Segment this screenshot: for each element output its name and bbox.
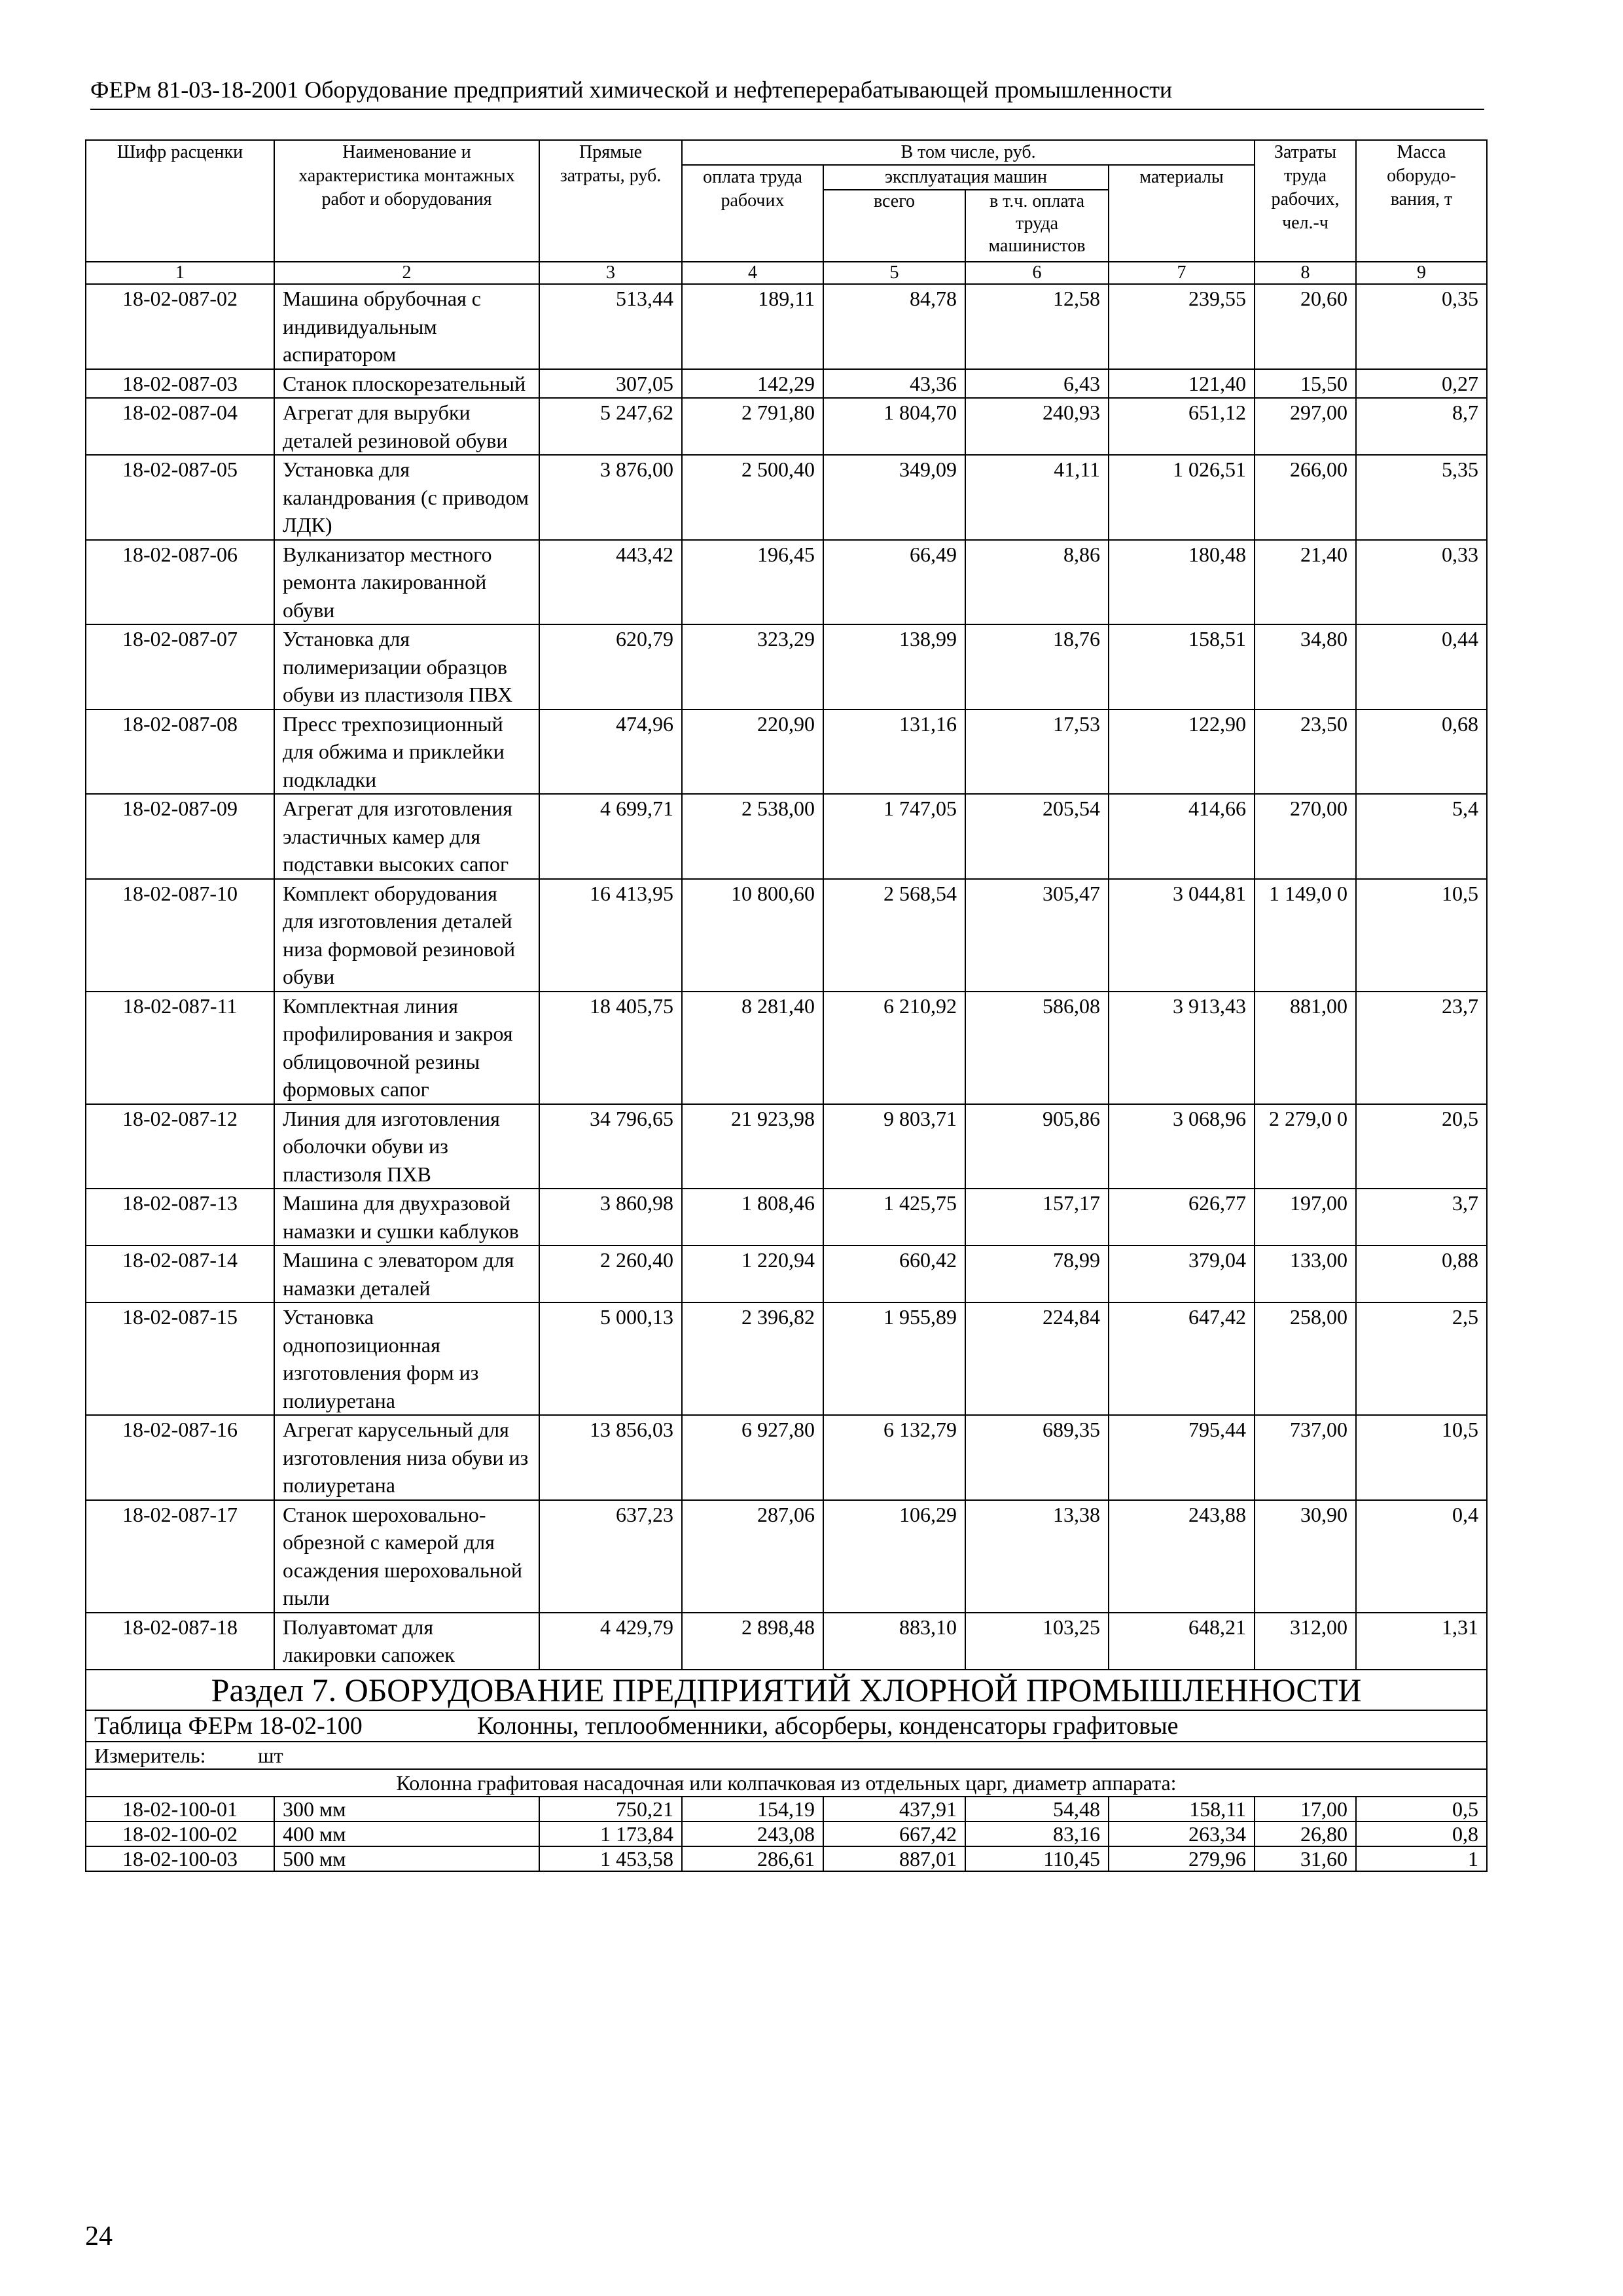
- cell-mass: 1,31: [1356, 1613, 1487, 1670]
- cell-code: 18-02-087-13: [86, 1189, 274, 1246]
- cell-labor: 1 808,46: [682, 1189, 823, 1246]
- cell-labor: 287,06: [682, 1500, 823, 1613]
- cell-mass: 8,7: [1356, 398, 1487, 455]
- cell-labor: 2 396,82: [682, 1302, 823, 1415]
- cell-name: Комплект оборудования для изготовления деталей низа формовой резиновой обуви: [274, 879, 539, 992]
- cell-name: Машина для двухразовой намазки и сушки каблуков: [274, 1189, 539, 1246]
- cell-name: Агрегат для вырубки деталей резиновой обуви: [274, 398, 539, 455]
- cell-mach-total: 1 747,05: [823, 794, 965, 879]
- cell-mach-labor: 157,17: [965, 1189, 1109, 1246]
- cell-mach-total: 6 210,92: [823, 992, 965, 1104]
- cell-direct: 4 699,71: [539, 794, 682, 879]
- cell-code: 18-02-087-10: [86, 879, 274, 992]
- cell-hours: 270,00: [1255, 794, 1356, 879]
- cell-mass: 0,5: [1356, 1797, 1487, 1821]
- col-number: 5: [823, 262, 965, 284]
- cell-name: Агрегат для изготовления эластичных камер для подставки высоких сапог: [274, 794, 539, 879]
- cell-mass: 0,4: [1356, 1500, 1487, 1613]
- cell-mach-total: 437,91: [823, 1797, 965, 1821]
- cell-labor: 10 800,60: [682, 879, 823, 992]
- cell-code: 18-02-087-06: [86, 540, 274, 625]
- cell-mach-labor: 18,76: [965, 624, 1109, 709]
- cell-labor: 2 500,40: [682, 455, 823, 540]
- cell-mach-total: 883,10: [823, 1613, 965, 1670]
- table-row: [86, 540, 1487, 625]
- table-row: [86, 284, 1487, 369]
- cell-mach-labor: 6,43: [965, 369, 1109, 399]
- cell-materials: 158,51: [1109, 624, 1255, 709]
- table-row: [86, 1613, 1487, 1670]
- page-number: 24: [85, 2221, 113, 2251]
- col-name-header: Наименование и характеристика монтажных работ и оборудования: [274, 140, 539, 262]
- cell-name: Пресс трехпозиционный для обжима и приклейки подкладки: [274, 709, 539, 795]
- cell-labor: 243,08: [682, 1821, 823, 1846]
- cell-mass: 10,5: [1356, 1415, 1487, 1500]
- col-mass-header: Масса оборудо-вания, т: [1356, 140, 1487, 262]
- cell-materials: 121,40: [1109, 369, 1255, 399]
- cell-mach-labor: 8,86: [965, 540, 1109, 625]
- table-row: [86, 455, 1487, 540]
- cell-mach-total: 660,42: [823, 1246, 965, 1302]
- cell-direct: 750,21: [539, 1797, 682, 1821]
- cell-mass: 1: [1356, 1846, 1487, 1871]
- cell-hours: 297,00: [1255, 398, 1356, 455]
- cell-code: 18-02-087-14: [86, 1246, 274, 1302]
- col-number: 1: [86, 262, 274, 284]
- table-row: [86, 794, 1487, 879]
- cell-hours: 258,00: [1255, 1302, 1356, 1415]
- cell-hours: 266,00: [1255, 455, 1356, 540]
- cell-direct: 637,23: [539, 1500, 682, 1613]
- section-block: [86, 1670, 1487, 1797]
- cell-direct: 16 413,95: [539, 879, 682, 992]
- cell-name: Полуавтомат для лакировки сапожек: [274, 1613, 539, 1670]
- col-number: 6: [965, 262, 1109, 284]
- cell-direct: 18 405,75: [539, 992, 682, 1104]
- cell-name: Машина обрубочная с индивидуальным аспиратором: [274, 284, 539, 369]
- rates-body-2: [86, 1797, 1487, 1871]
- cell-materials: 3 068,96: [1109, 1104, 1255, 1189]
- table-row: [86, 369, 1487, 399]
- cell-labor: 323,29: [682, 624, 823, 709]
- cell-mach-total: 887,01: [823, 1846, 965, 1871]
- cell-mach-total: 2 568,54: [823, 879, 965, 992]
- cell-name: Станок шероховально-обрезной с камерой для осаждения шероховальной пыли: [274, 1500, 539, 1613]
- cell-mach-labor: 110,45: [965, 1846, 1109, 1871]
- cell-code: 18-02-087-09: [86, 794, 274, 879]
- cell-code: 18-02-087-03: [86, 369, 274, 399]
- cell-hours: 21,40: [1255, 540, 1356, 625]
- col-number: 4: [682, 262, 823, 284]
- cell-name: Линия для изготовления оболочки обуви из пластизоля ПХВ: [274, 1104, 539, 1189]
- cell-materials: 263,34: [1109, 1821, 1255, 1846]
- cell-mass: 5,35: [1356, 455, 1487, 540]
- col-mach-total-header: всего: [823, 190, 965, 262]
- cell-mach-total: 66,49: [823, 540, 965, 625]
- cell-code: 18-02-087-02: [86, 284, 274, 369]
- cell-mach-total: 9 803,71: [823, 1104, 965, 1189]
- col-hours-header: Затраты труда рабочих, чел.-ч: [1255, 140, 1356, 262]
- col-materials-header: материалы: [1109, 165, 1255, 262]
- cell-name: Машина с элеватором для намазки деталей: [274, 1246, 539, 1302]
- cell-labor: 6 927,80: [682, 1415, 823, 1500]
- cell-direct: 3 860,98: [539, 1189, 682, 1246]
- cell-mach-total: 1 425,75: [823, 1189, 965, 1246]
- table-number: Таблица ФЕРм 18-02-100: [94, 1712, 363, 1740]
- cell-mass: 0,88: [1356, 1246, 1487, 1302]
- cell-name: Вулканизатор местного ремонта лакированной обуви: [274, 540, 539, 625]
- cell-name: Станок плоскорезательный: [274, 369, 539, 399]
- cell-mach-labor: 689,35: [965, 1415, 1109, 1500]
- col-incl-header: В том числе, руб.: [682, 140, 1255, 165]
- cell-materials: 243,88: [1109, 1500, 1255, 1613]
- cell-mach-total: 43,36: [823, 369, 965, 399]
- cell-direct: 1 453,58: [539, 1846, 682, 1871]
- cell-code: 18-02-087-05: [86, 455, 274, 540]
- table-row: [86, 709, 1487, 795]
- cell-materials: 279,96: [1109, 1846, 1255, 1871]
- cell-mass: 0,68: [1356, 709, 1487, 795]
- cell-mass: 10,5: [1356, 879, 1487, 992]
- cell-mass: 0,8: [1356, 1821, 1487, 1846]
- table-row: [86, 992, 1487, 1104]
- cell-hours: 312,00: [1255, 1613, 1356, 1670]
- col-number: 3: [539, 262, 682, 284]
- cell-mass: 0,33: [1356, 540, 1487, 625]
- cell-mach-labor: 905,86: [965, 1104, 1109, 1189]
- cell-hours: 31,60: [1255, 1846, 1356, 1871]
- cell-mass: 20,5: [1356, 1104, 1487, 1189]
- cell-direct: 4 429,79: [539, 1613, 682, 1670]
- col-mach-labor-header: в т.ч. оплата труда машинистов: [965, 190, 1109, 262]
- col-direct-header: Прямые затраты, руб.: [539, 140, 682, 262]
- cell-labor: 196,45: [682, 540, 823, 625]
- cell-hours: 737,00: [1255, 1415, 1356, 1500]
- cell-name: 500 мм: [274, 1846, 539, 1871]
- cell-mach-labor: 103,25: [965, 1613, 1109, 1670]
- cell-hours: 197,00: [1255, 1189, 1356, 1246]
- cell-name: Установка для полимеризации образцов обуви из пластизоля ПВХ: [274, 624, 539, 709]
- cell-mass: 3,7: [1356, 1189, 1487, 1246]
- cell-mach-labor: 224,84: [965, 1302, 1109, 1415]
- cell-materials: 180,48: [1109, 540, 1255, 625]
- table-row: [86, 879, 1487, 992]
- cell-code: 18-02-087-15: [86, 1302, 274, 1415]
- cell-materials: 1 026,51: [1109, 455, 1255, 540]
- col-number: 9: [1356, 262, 1487, 284]
- col-code-header: Шифр расценки: [86, 140, 274, 262]
- rates-body-1: [86, 284, 1487, 1670]
- cell-materials: 122,90: [1109, 709, 1255, 795]
- cell-code: 18-02-087-11: [86, 992, 274, 1104]
- cell-hours: 15,50: [1255, 369, 1356, 399]
- cell-mach-labor: 13,38: [965, 1500, 1109, 1613]
- cell-mach-labor: 586,08: [965, 992, 1109, 1104]
- cell-mach-total: 667,42: [823, 1821, 965, 1846]
- cell-mass: 0,27: [1356, 369, 1487, 399]
- cell-hours: 133,00: [1255, 1246, 1356, 1302]
- rates-table: [85, 139, 1488, 1872]
- table-row: [86, 398, 1487, 455]
- cell-labor: 2 791,80: [682, 398, 823, 455]
- cell-mass: 23,7: [1356, 992, 1487, 1104]
- cell-mach-total: 131,16: [823, 709, 965, 795]
- cell-mach-labor: 240,93: [965, 398, 1109, 455]
- cell-labor: 1 220,94: [682, 1246, 823, 1302]
- cell-mach-labor: 54,48: [965, 1797, 1109, 1821]
- meter-row: [86, 1742, 1487, 1769]
- col-number: 8: [1255, 262, 1356, 284]
- cell-direct: 513,44: [539, 284, 682, 369]
- cell-mach-labor: 78,99: [965, 1246, 1109, 1302]
- cell-mach-labor: 41,11: [965, 455, 1109, 540]
- cell-hours: 2 279,0 0: [1255, 1104, 1356, 1189]
- table-row: [86, 624, 1487, 709]
- cell-hours: 34,80: [1255, 624, 1356, 709]
- meter-label: Измеритель:: [94, 1743, 206, 1767]
- cell-direct: 307,05: [539, 369, 682, 399]
- cell-mach-labor: 305,47: [965, 879, 1109, 992]
- cell-labor: 189,11: [682, 284, 823, 369]
- cell-labor: 142,29: [682, 369, 823, 399]
- cell-name: 400 мм: [274, 1821, 539, 1846]
- cell-mach-total: 106,29: [823, 1500, 965, 1613]
- col-machines-header: эксплуатация машин: [823, 165, 1109, 190]
- cell-code: 18-02-100-03: [86, 1846, 274, 1871]
- cell-mach-total: 6 132,79: [823, 1415, 965, 1500]
- cell-materials: 626,77: [1109, 1189, 1255, 1246]
- cell-mass: 0,44: [1356, 624, 1487, 709]
- cell-mach-total: 84,78: [823, 284, 965, 369]
- cell-name: Установка для каландрования (с приводом ЛДК): [274, 455, 539, 540]
- cell-materials: 379,04: [1109, 1246, 1255, 1302]
- table-row: [86, 1500, 1487, 1613]
- cell-materials: 648,21: [1109, 1613, 1255, 1670]
- cell-labor: 2 538,00: [682, 794, 823, 879]
- cell-mach-labor: 83,16: [965, 1821, 1109, 1846]
- group-title: Колонна графитовая насадочная или колпачковая из отдельных царг, диаметр аппарата:: [86, 1769, 1487, 1797]
- cell-name: Агрегат карусельный для изготовления низа обуви из полиуретана: [274, 1415, 539, 1500]
- col-labor-header: оплата труда рабочих: [682, 165, 823, 262]
- cell-direct: 474,96: [539, 709, 682, 795]
- table-row: [86, 1246, 1487, 1302]
- cell-name: Установка однопозиционная изготовления форм из полиуретана: [274, 1302, 539, 1415]
- table-row: [86, 1415, 1487, 1500]
- cell-mach-total: 349,09: [823, 455, 965, 540]
- cell-mass: 5,4: [1356, 794, 1487, 879]
- cell-mach-total: 1 955,89: [823, 1302, 965, 1415]
- cell-code: 18-02-087-12: [86, 1104, 274, 1189]
- cell-code: 18-02-087-18: [86, 1613, 274, 1670]
- cell-materials: 158,11: [1109, 1797, 1255, 1821]
- cell-code: 18-02-100-01: [86, 1797, 274, 1821]
- cell-code: 18-02-087-07: [86, 624, 274, 709]
- cell-mach-labor: 17,53: [965, 709, 1109, 795]
- cell-code: 18-02-100-02: [86, 1821, 274, 1846]
- cell-code: 18-02-087-17: [86, 1500, 274, 1613]
- table-title: Колонны, теплообменники, абсорберы, конденсаторы графитовые: [477, 1712, 1179, 1740]
- cell-mass: 2,5: [1356, 1302, 1487, 1415]
- col-number: 7: [1109, 262, 1255, 284]
- cell-labor: 8 281,40: [682, 992, 823, 1104]
- cell-direct: 34 796,65: [539, 1104, 682, 1189]
- cell-hours: 23,50: [1255, 709, 1356, 795]
- page-header: ФЕРм 81-03-18-2001 Оборудование предприятий химической и нефтеперерабатывающей промышленности: [90, 73, 1484, 110]
- table-title-row: [86, 1710, 1487, 1742]
- cell-labor: 220,90: [682, 709, 823, 795]
- cell-labor: 154,19: [682, 1797, 823, 1821]
- cell-mach-total: 138,99: [823, 624, 965, 709]
- col-number: 2: [274, 262, 539, 284]
- cell-direct: 5 000,13: [539, 1302, 682, 1415]
- cell-mass: 0,35: [1356, 284, 1487, 369]
- cell-hours: 26,80: [1255, 1821, 1356, 1846]
- meter-unit: шт: [258, 1743, 283, 1767]
- cell-materials: 647,42: [1109, 1302, 1255, 1415]
- cell-materials: 414,66: [1109, 794, 1255, 879]
- column-numbers-row: [86, 262, 1487, 284]
- cell-direct: 620,79: [539, 624, 682, 709]
- cell-code: 18-02-087-08: [86, 709, 274, 795]
- cell-code: 18-02-087-04: [86, 398, 274, 455]
- cell-mach-labor: 12,58: [965, 284, 1109, 369]
- cell-labor: 21 923,98: [682, 1104, 823, 1189]
- cell-name: Комплектная линия профилирования и закроя облицовочной резины формовых сапог: [274, 992, 539, 1104]
- table-row: [86, 1797, 1487, 1821]
- cell-direct: 5 247,62: [539, 398, 682, 455]
- cell-direct: 13 856,03: [539, 1415, 682, 1500]
- cell-hours: 17,00: [1255, 1797, 1356, 1821]
- table-row: [86, 1821, 1487, 1846]
- cell-direct: 443,42: [539, 540, 682, 625]
- cell-mach-labor: 205,54: [965, 794, 1109, 879]
- cell-labor: 286,61: [682, 1846, 823, 1871]
- cell-direct: 2 260,40: [539, 1246, 682, 1302]
- cell-code: 18-02-087-16: [86, 1415, 274, 1500]
- table-row: [86, 1189, 1487, 1246]
- cell-materials: 3 044,81: [1109, 879, 1255, 992]
- cell-mach-total: 1 804,70: [823, 398, 965, 455]
- cell-materials: 3 913,43: [1109, 992, 1255, 1104]
- cell-labor: 2 898,48: [682, 1613, 823, 1670]
- cell-materials: 795,44: [1109, 1415, 1255, 1500]
- cell-hours: 881,00: [1255, 992, 1356, 1104]
- cell-materials: 239,55: [1109, 284, 1255, 369]
- cell-direct: 1 173,84: [539, 1821, 682, 1846]
- table-row: [86, 1104, 1487, 1189]
- cell-hours: 1 149,0 0: [1255, 879, 1356, 992]
- cell-name: 300 мм: [274, 1797, 539, 1821]
- cell-materials: 651,12: [1109, 398, 1255, 455]
- cell-direct: 3 876,00: [539, 455, 682, 540]
- cell-hours: 30,90: [1255, 1500, 1356, 1613]
- table-row: [86, 1302, 1487, 1415]
- cell-hours: 20,60: [1255, 284, 1356, 369]
- table-row: [86, 1846, 1487, 1871]
- section-title: Раздел 7. ОБОРУДОВАНИЕ ПРЕДПРИЯТИЙ ХЛОРНОЙ ПРОМЫШЛЕННОСТИ: [86, 1670, 1487, 1710]
